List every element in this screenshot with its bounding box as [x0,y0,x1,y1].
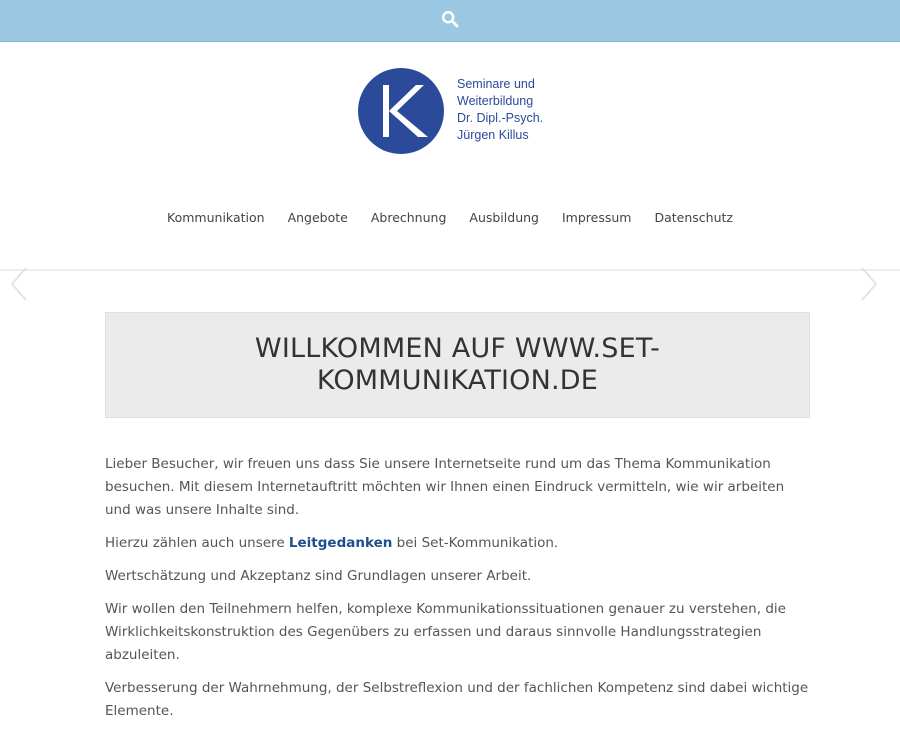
logo-text [457,76,543,144]
logo-line: Weiterbildung [457,93,534,108]
chevron-right-icon [856,287,880,306]
logo-line: Seminare und [457,76,535,91]
intro-paragraph: Lieber Besucher, wir freuen uns dass Sie unsere Internetseite rund um das Thema Kommunikation besuchen. Mit diesem Internetauftritt möchten wir Ihnen einen Eindruck vermitteln, wie wir arbeiten und was unsere Inhalte sind. [105,456,785,518]
logo-line: Dr. Dipl.-Psych. [457,110,544,125]
nav-item-impressum[interactable]: Impressum [561,209,632,225]
page-title: WILLKOMMEN AUF WWW.SET-KOMMUNIKATION.DE [254,333,661,396]
site-logo[interactable] [356,65,556,157]
logo-line: Jürgen Killus [457,127,529,142]
header-divider [0,269,900,271]
nav-item-angebote[interactable]: Angebote [287,209,348,225]
values-paragraph: Wertschätzung und Akzeptanz sind Grundlagen unserer Arbeit. [105,568,532,584]
top-bar [0,0,900,42]
nav-item-datenschutz[interactable]: Datenschutz [654,209,733,225]
elements-paragraph: Verbesserung der Wahrnehmung, der Selbstreflexion und der fachlichen Kompetenz sind dabei wichtige Elemente. [105,680,809,719]
nav-item-kommunikation[interactable]: Kommunikation [167,209,265,225]
nav-item-abrechnung[interactable]: Abrechnung [370,209,447,225]
slider-next-button[interactable] [856,266,880,302]
paragraph-text: bei Set-Kommunikation. [392,535,559,551]
paragraph-text: Hierzu zählen auch unsere [105,535,289,551]
chevron-left-icon [8,287,32,306]
search-icon [441,10,459,32]
slider-prev-button[interactable] [8,266,32,302]
goals-paragraph: Wir wollen den Teilnehmern helfen, komplexe Kommunikationssituationen genauer zu verstehen, die Wirklichkeitskonstruktion des Gegenübers zu erfassen und daraus sinnvolle Handlungsstrategien abzuleiten. [105,601,786,663]
logo-k-icon [356,65,446,157]
search-button[interactable] [439,10,461,32]
welcome-title-box [105,312,810,418]
leitgedanken-link[interactable]: Leitgedanken [288,535,393,551]
leitgedanken-paragraph [105,532,810,555]
main-content [105,453,810,733]
main-navigation [0,206,900,228]
nav-item-ausbildung[interactable]: Ausbildung [469,209,539,225]
